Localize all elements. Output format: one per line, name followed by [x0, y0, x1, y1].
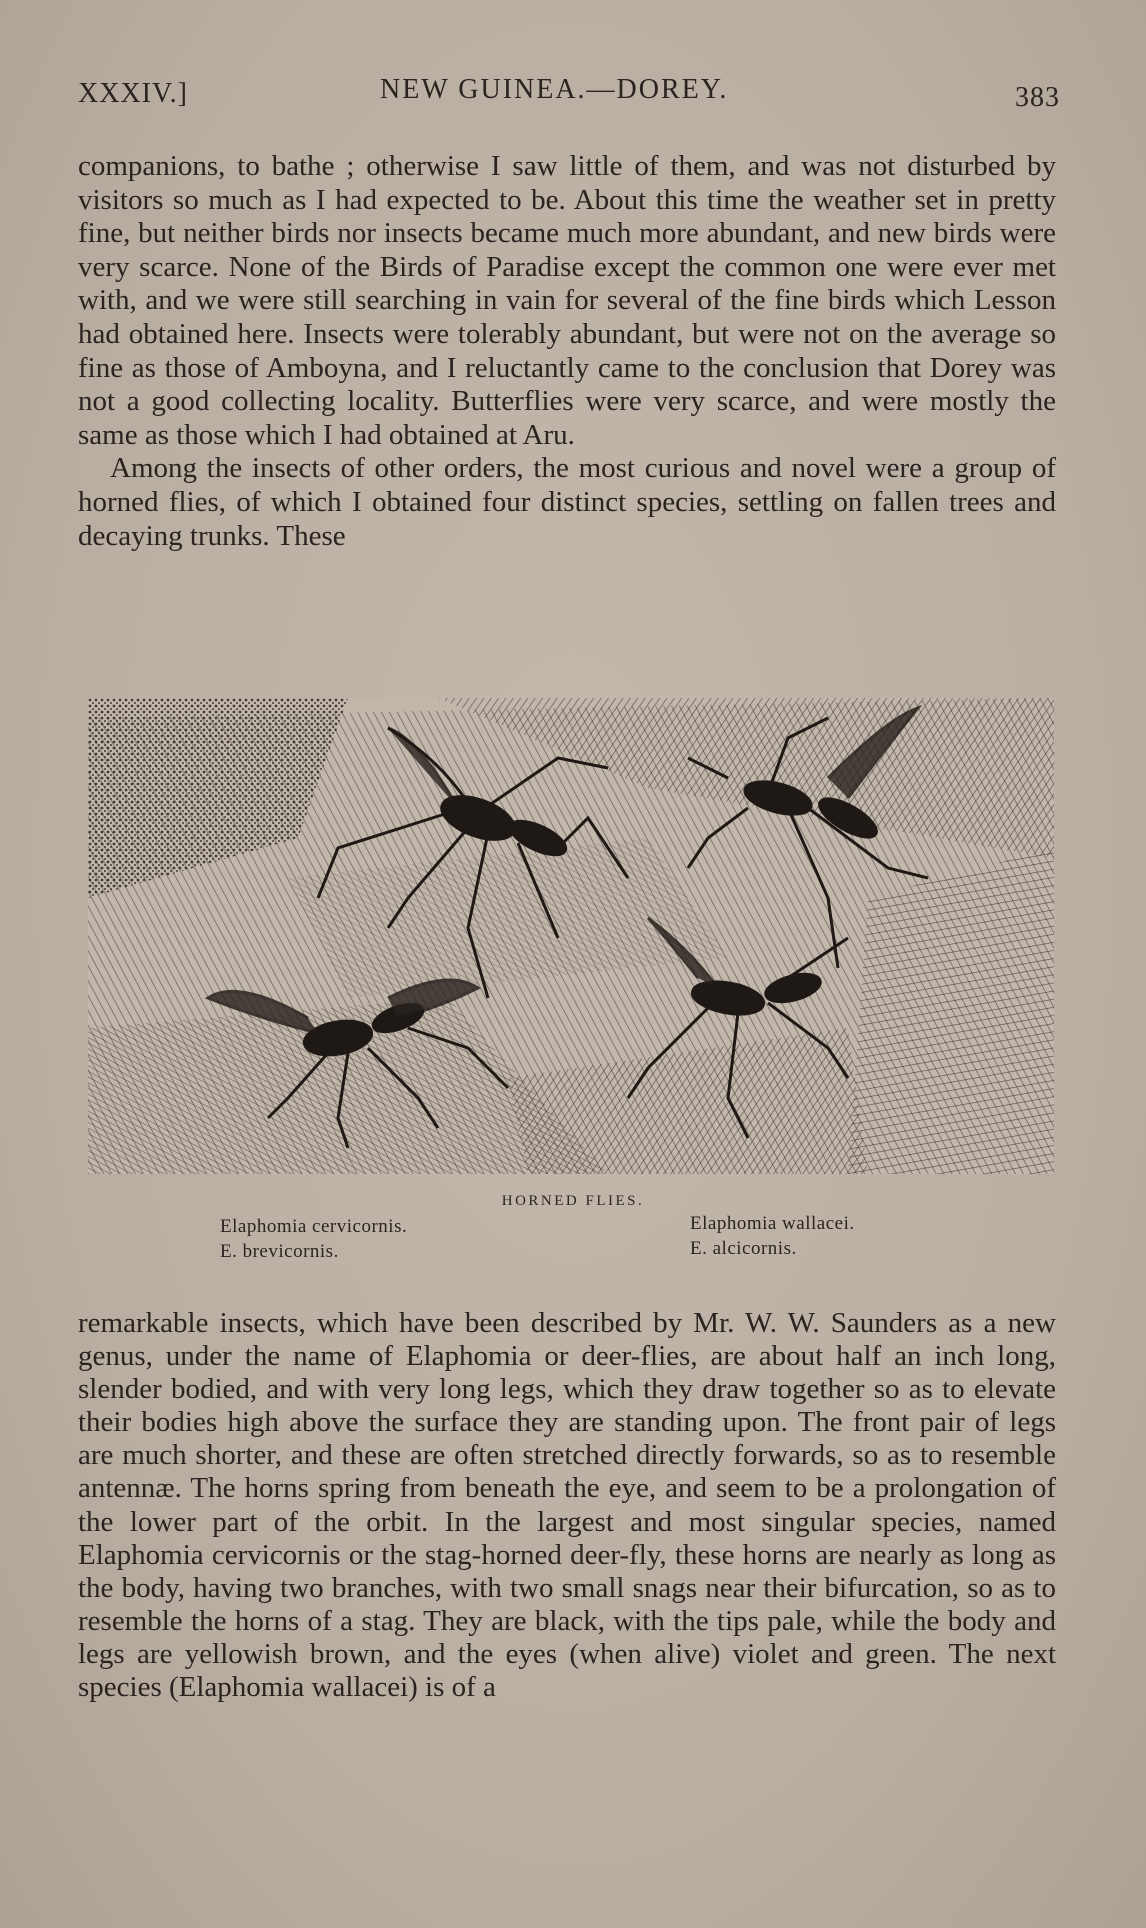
caption-line: Elaphomia cervicornis. — [220, 1216, 408, 1237]
horned-flies-engraving — [88, 698, 1054, 1174]
body-text-bottom — [78, 1307, 1056, 1704]
paragraph: Among the insects of other orders, the most curious and novel were a group of horned flies, of which I obtained four distinct species, settling on fallen trees and decaying trunks. These — [78, 452, 1056, 552]
paragraph: companions, to bathe ; otherwise I saw little of them, and was not disturbed by visitors so much as I had expected to be. About this time the weather set in pretty fine, but neither birds nor insects became much more abundant, and new birds were very scarce. None of the Birds of Paradise except the common one were ever met with, and we were still searching in vain for several of the fine birds which Lesson had obtained here. Insects were tolerably abundant, but were not on the average so fine as those of Amboyna, and I reluctantly came to the conclusion that Dorey was not a good collecting locality. Butterflies were very scarce, and were mostly the same as those which I had obtained at Aru. — [78, 150, 1056, 451]
page-header — [78, 72, 1060, 112]
caption-line: E. brevicornis. — [220, 1241, 339, 1262]
figure-caption-right — [690, 1211, 855, 1261]
figure-title: HORNED FLIES. — [501, 1193, 645, 1209]
caption-line: Elaphomia wallacei. — [690, 1213, 855, 1234]
body-text-top — [78, 150, 1056, 553]
chapter-number: XXXIV.] — [78, 78, 188, 109]
page-number: 383 — [1015, 82, 1060, 113]
figure-caption-left — [220, 1214, 407, 1264]
caption-line: E. alcicornis. — [690, 1238, 797, 1259]
running-title: NEW GUINEA.—DOREY. — [380, 74, 729, 105]
engraving-illustration — [88, 698, 1054, 1174]
paragraph: remarkable insects, which have been described by Mr. W. W. Saunders as a new genus, under the name of Elaphomia or deer-flies, are about half an inch long, slender bodied, and with very long legs, which they draw together so as to elevate their bodies high above the surface they are standing upon. The front pair of legs are much shorter, and these are often stretched directly forwards, so as to resemble antennæ. The horns spring from beneath the eye, and seem to be a prolongation of the lower part of the orbit. In the largest and most singular species, named Elaphomia cervicornis or the stag-horned deer-fly, these horns are nearly as long as the body, having two branches, with two small snags near their bifurcation, so as to resemble the horns of a stag. They are black, with the tips pale, while the body and legs are yellowish brown, and the eyes (when alive) violet and green. The next species (Elaphomia wallacei) is of a — [78, 1307, 1056, 1704]
